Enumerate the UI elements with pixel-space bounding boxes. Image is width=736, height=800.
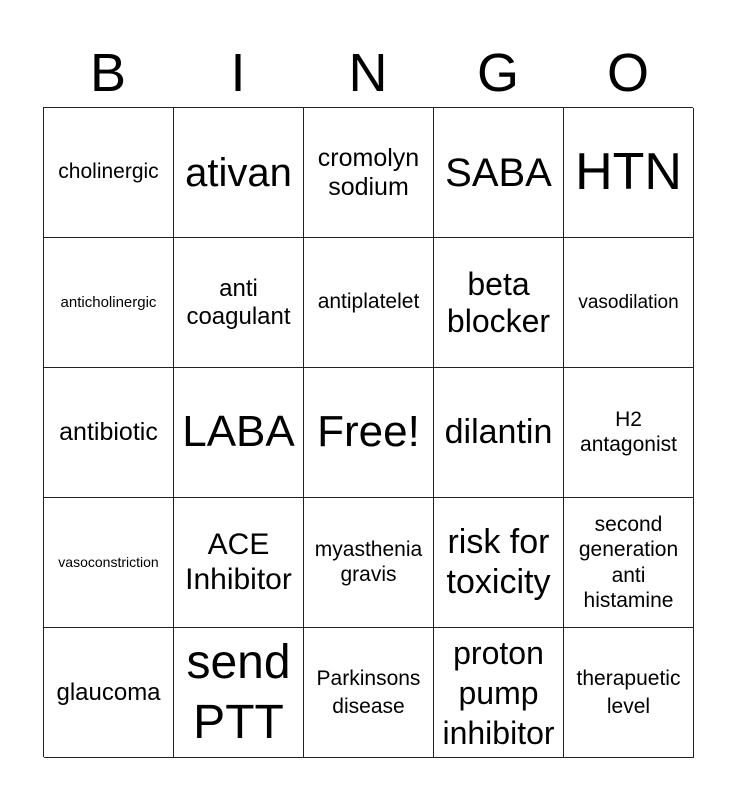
bingo-cell[interactable]: anti coagulant (174, 238, 304, 368)
bingo-cell[interactable]: beta blocker (434, 238, 564, 368)
bingo-cell[interactable]: send PTT (174, 628, 304, 758)
bingo-cell[interactable]: risk for toxicity (434, 498, 564, 628)
bingo-cell[interactable]: ACE Inhibitor (174, 498, 304, 628)
bingo-cell[interactable]: vasodilation (564, 238, 694, 368)
header-letter-b: B (89, 43, 127, 103)
bingo-cell-free[interactable]: Free! (304, 368, 434, 498)
header-letter-n: N (348, 43, 388, 103)
bingo-cell[interactable]: Parkinsons disease (304, 628, 434, 758)
bingo-header (43, 40, 693, 106)
bingo-cell[interactable]: therapuetic level (564, 628, 694, 758)
bingo-cell[interactable]: dilantin (434, 368, 564, 498)
bingo-cell[interactable]: cromolyn sodium (304, 108, 434, 238)
bingo-cell[interactable]: myasthenia gravis (304, 498, 434, 628)
bingo-cell[interactable]: second generation anti histamine (564, 498, 694, 628)
bingo-cell[interactable]: HTN (564, 108, 694, 238)
bingo-cell[interactable]: anticholinergic (44, 238, 174, 368)
bingo-cell[interactable]: glaucoma (44, 628, 174, 758)
bingo-cell[interactable]: antiplatelet (304, 238, 434, 368)
bingo-cell[interactable]: proton pump inhibitor (434, 628, 564, 758)
bingo-cell[interactable]: SABA (434, 108, 564, 238)
bingo-cell[interactable]: ativan (174, 108, 304, 238)
header-letter-g: G (476, 43, 519, 103)
bingo-board (43, 107, 693, 757)
header-letter-i: I (230, 43, 246, 103)
bingo-cell[interactable]: LABA (174, 368, 304, 498)
header-letter-o: O (606, 43, 649, 103)
bingo-cell[interactable]: cholinergic (44, 108, 174, 238)
bingo-cell[interactable]: H2 antagonist (564, 368, 694, 498)
bingo-cell[interactable]: vasoconstriction (44, 498, 174, 628)
bingo-cell[interactable]: antibiotic (44, 368, 174, 498)
